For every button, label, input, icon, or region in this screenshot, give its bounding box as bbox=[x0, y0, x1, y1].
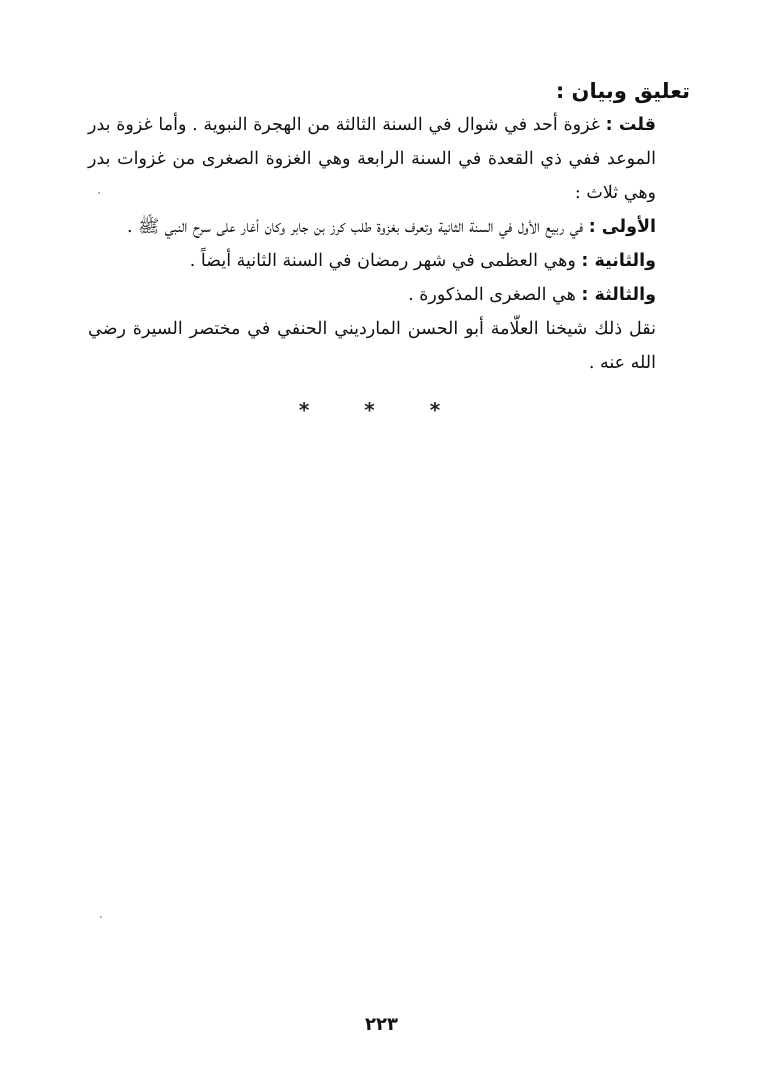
paragraph-lead: والثانية : bbox=[581, 251, 656, 271]
paragraph-third bbox=[88, 278, 694, 312]
paragraph-lead: قلت : bbox=[605, 115, 656, 135]
paragraph-text: هي الصغرى المذكورة . bbox=[408, 285, 582, 305]
section-separator: * * * bbox=[298, 398, 465, 422]
paragraph-lead: الأولى : bbox=[588, 217, 656, 237]
paragraph-lead: والثالثة : bbox=[581, 285, 656, 305]
scan-speck bbox=[98, 192, 100, 194]
page-number: ٢٢٣ bbox=[365, 1014, 398, 1035]
section-heading: تعليق وبيان : bbox=[555, 79, 690, 103]
paragraph-source bbox=[88, 312, 694, 380]
paragraph-text: في ربيع الأول في السنة الثانية وتعرف بغزوة طلب كرز بن جابر وكان أغار على سرح النبي ﷺ . bbox=[126, 217, 589, 237]
scan-speck bbox=[100, 916, 102, 918]
commentary-section bbox=[88, 74, 694, 380]
paragraph-qult bbox=[88, 108, 694, 210]
paragraph-text: وهي العظمى في شهر رمضان في السنة الثانية أيضاً . bbox=[189, 251, 582, 271]
paragraph-first bbox=[88, 210, 694, 244]
paragraph-text: نقل ذلك شيخنا العلّامة أبو الحسن المارديني الحنفي في مختصر السيرة رضي الله عنه . bbox=[88, 319, 656, 373]
paragraph-text: غزوة أحد في شوال في السنة الثالثة من الهجرة النبوية . وأما غزوة بدر الموعد ففي ذي القعدة في السنة الرابعة وهي الغزوة الصغرى من غزوات بدر وهي ثلاث : bbox=[88, 115, 656, 203]
paragraph-second bbox=[88, 244, 694, 278]
